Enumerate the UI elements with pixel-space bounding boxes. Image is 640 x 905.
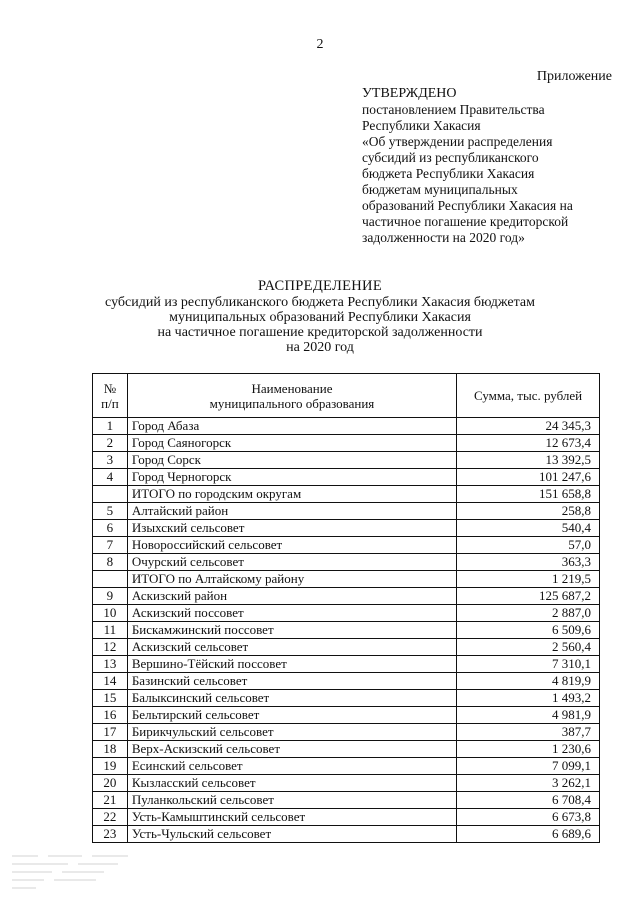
row-amount-cell: 4 819,9 bbox=[457, 673, 600, 690]
table-row bbox=[93, 758, 600, 775]
row-name-cell: Аскизский сельсовет bbox=[127, 639, 456, 656]
table-row bbox=[93, 486, 600, 503]
table-body bbox=[93, 418, 600, 843]
row-number-cell: 22 bbox=[93, 809, 128, 826]
row-name-cell: Аскизский район bbox=[127, 588, 456, 605]
row-number-cell: 4 bbox=[93, 469, 128, 486]
row-amount-cell: 151 658,8 bbox=[457, 486, 600, 503]
row-amount-cell: 6 509,6 bbox=[457, 622, 600, 639]
document-title: РАСПРЕДЕЛЕНИЕ bbox=[258, 278, 382, 294]
table-row bbox=[93, 690, 600, 707]
row-name-cell: Усть-Камыштинский сельсовет bbox=[127, 809, 456, 826]
header-name-line: муниципального образования bbox=[209, 395, 375, 411]
row-number-cell: 19 bbox=[93, 758, 128, 775]
approval-line: «Об утверждении распределения bbox=[362, 134, 553, 149]
table-row bbox=[93, 503, 600, 520]
table-row bbox=[93, 418, 600, 435]
row-name-cell: Пуланкольский сельсовет bbox=[127, 792, 456, 809]
row-name-cell: Базинский сельсовет bbox=[127, 673, 456, 690]
row-amount-cell: 7 099,1 bbox=[457, 758, 600, 775]
row-amount-cell: 6 708,4 bbox=[457, 792, 600, 809]
row-amount-cell: 6 673,8 bbox=[457, 809, 600, 826]
row-name-cell: Бирикчульский сельсовет bbox=[127, 724, 456, 741]
row-name-cell: Бельтирский сельсовет bbox=[127, 707, 456, 724]
approval-line: задолженности на 2020 год» bbox=[362, 230, 525, 245]
table-row bbox=[93, 520, 600, 537]
row-number-cell: 1 bbox=[93, 418, 128, 435]
table-row bbox=[93, 537, 600, 554]
row-number-cell bbox=[93, 486, 128, 503]
table-row bbox=[93, 809, 600, 826]
header-number: № п/п bbox=[93, 374, 128, 418]
row-name-cell: Верх-Аскизский сельсовет bbox=[127, 741, 456, 758]
table-row bbox=[93, 656, 600, 673]
row-name-cell: Кызласский сельсовет bbox=[127, 775, 456, 792]
table-row bbox=[93, 673, 600, 690]
row-name-cell: Алтайский район bbox=[127, 503, 456, 520]
row-amount-cell: 24 345,3 bbox=[457, 418, 600, 435]
row-amount-cell: 387,7 bbox=[457, 724, 600, 741]
row-number-cell: 18 bbox=[93, 741, 128, 758]
row-name-cell: Город Сорск bbox=[127, 452, 456, 469]
table-row bbox=[93, 724, 600, 741]
row-amount-cell: 1 230,6 bbox=[457, 741, 600, 758]
row-number-cell: 16 bbox=[93, 707, 128, 724]
table-header-row bbox=[93, 374, 600, 418]
row-name-cell: Город Абаза bbox=[127, 418, 456, 435]
table-row bbox=[93, 792, 600, 809]
header-name bbox=[127, 374, 456, 418]
row-amount-cell: 13 392,5 bbox=[457, 452, 600, 469]
table-row bbox=[93, 741, 600, 758]
approval-line: бюджета Республики Хакасия bbox=[362, 166, 535, 181]
table-row bbox=[93, 605, 600, 622]
row-number-cell: 5 bbox=[93, 503, 128, 520]
row-name-cell: Аскизский поссовет bbox=[127, 605, 456, 622]
row-number-cell: 3 bbox=[93, 452, 128, 469]
row-number-cell: 15 bbox=[93, 690, 128, 707]
row-number-cell bbox=[93, 571, 128, 588]
row-number-cell: 6 bbox=[93, 520, 128, 537]
row-amount-cell: 4 981,9 bbox=[457, 707, 600, 724]
row-amount-cell: 1 493,2 bbox=[457, 690, 600, 707]
row-amount-cell: 101 247,6 bbox=[457, 469, 600, 486]
document-subtitle-line: на 2020 год bbox=[286, 340, 354, 355]
table-row bbox=[93, 452, 600, 469]
row-name-cell: Балыксинский сельсовет bbox=[127, 690, 456, 707]
table-row bbox=[93, 435, 600, 452]
row-name-cell: ИТОГО по Алтайскому району bbox=[127, 571, 456, 588]
approval-line: Республики Хакасия bbox=[362, 118, 481, 133]
row-amount-cell: 540,4 bbox=[457, 520, 600, 537]
row-amount-cell: 3 262,1 bbox=[457, 775, 600, 792]
row-name-cell: Есинский сельсовет bbox=[127, 758, 456, 775]
row-number-cell: 10 bbox=[93, 605, 128, 622]
approval-line: образований Республики Хакасия на bbox=[362, 198, 573, 213]
table-row bbox=[93, 826, 600, 843]
row-amount-cell: 12 673,4 bbox=[457, 435, 600, 452]
row-amount-cell: 363,3 bbox=[457, 554, 600, 571]
faint-stamp bbox=[8, 850, 138, 892]
table-row bbox=[93, 469, 600, 486]
approval-block bbox=[362, 86, 612, 246]
approval-line: субсидий из республиканского bbox=[362, 150, 539, 165]
row-number-cell: 8 bbox=[93, 554, 128, 571]
row-number-cell: 21 bbox=[93, 792, 128, 809]
row-number-cell: 20 bbox=[93, 775, 128, 792]
row-name-cell: Изыхский сельсовет bbox=[127, 520, 456, 537]
row-name-cell: Усть-Чульский сельсовет bbox=[127, 826, 456, 843]
header-name-line: Наименование bbox=[251, 380, 333, 396]
row-number-cell: 23 bbox=[93, 826, 128, 843]
row-number-cell: 9 bbox=[93, 588, 128, 605]
page-number: 2 bbox=[316, 37, 324, 52]
table-row bbox=[93, 571, 600, 588]
row-name-cell: Бискамжинский поссовет bbox=[127, 622, 456, 639]
header-amount: Сумма, тыс. рублей bbox=[457, 374, 600, 418]
row-number-cell: 11 bbox=[93, 622, 128, 639]
row-name-cell: Новороссийский сельсовет bbox=[127, 537, 456, 554]
row-number-cell: 14 bbox=[93, 673, 128, 690]
row-name-cell: Город Саяногорск bbox=[127, 435, 456, 452]
approval-line: бюджетам муниципальных bbox=[362, 182, 518, 197]
appendix-label: Приложение bbox=[536, 69, 612, 84]
row-amount-cell: 258,8 bbox=[457, 503, 600, 520]
approval-line: постановлением Правительства bbox=[362, 102, 545, 117]
row-number-cell: 13 bbox=[93, 656, 128, 673]
row-number-cell: 2 bbox=[93, 435, 128, 452]
document-subtitle-line: субсидий из республиканского бюджета Республики Хакасия бюджетам bbox=[105, 295, 535, 310]
row-number-cell: 17 bbox=[93, 724, 128, 741]
document-subtitle-line: муниципальных образований Республики Хакасия bbox=[169, 310, 471, 325]
table-row bbox=[93, 622, 600, 639]
row-amount-cell: 7 310,1 bbox=[457, 656, 600, 673]
document-heading bbox=[0, 278, 640, 355]
table-row bbox=[93, 588, 600, 605]
approved-label: УТВЕРЖДЕНО bbox=[362, 86, 457, 101]
row-amount-cell: 125 687,2 bbox=[457, 588, 600, 605]
table-row bbox=[93, 554, 600, 571]
row-amount-cell: 6 689,6 bbox=[457, 826, 600, 843]
row-number-cell: 7 bbox=[93, 537, 128, 554]
row-name-cell: Вершино-Тёйский поссовет bbox=[127, 656, 456, 673]
row-amount-cell: 2 887,0 bbox=[457, 605, 600, 622]
row-name-cell: Город Черногорск bbox=[127, 469, 456, 486]
table-row bbox=[93, 775, 600, 792]
row-amount-cell: 1 219,5 bbox=[457, 571, 600, 588]
row-amount-cell: 57,0 bbox=[457, 537, 600, 554]
document-subtitle-line: на частичное погашение кредиторской задолженности bbox=[157, 325, 483, 340]
row-name-cell: Очурский сельсовет bbox=[127, 554, 456, 571]
distribution-table bbox=[92, 373, 600, 843]
table-row bbox=[93, 639, 600, 656]
row-number-cell: 12 bbox=[93, 639, 128, 656]
approval-line: частичное погашение кредиторской bbox=[362, 214, 569, 229]
row-name-cell: ИТОГО по городским округам bbox=[127, 486, 456, 503]
row-amount-cell: 2 560,4 bbox=[457, 639, 600, 656]
table-row bbox=[93, 707, 600, 724]
